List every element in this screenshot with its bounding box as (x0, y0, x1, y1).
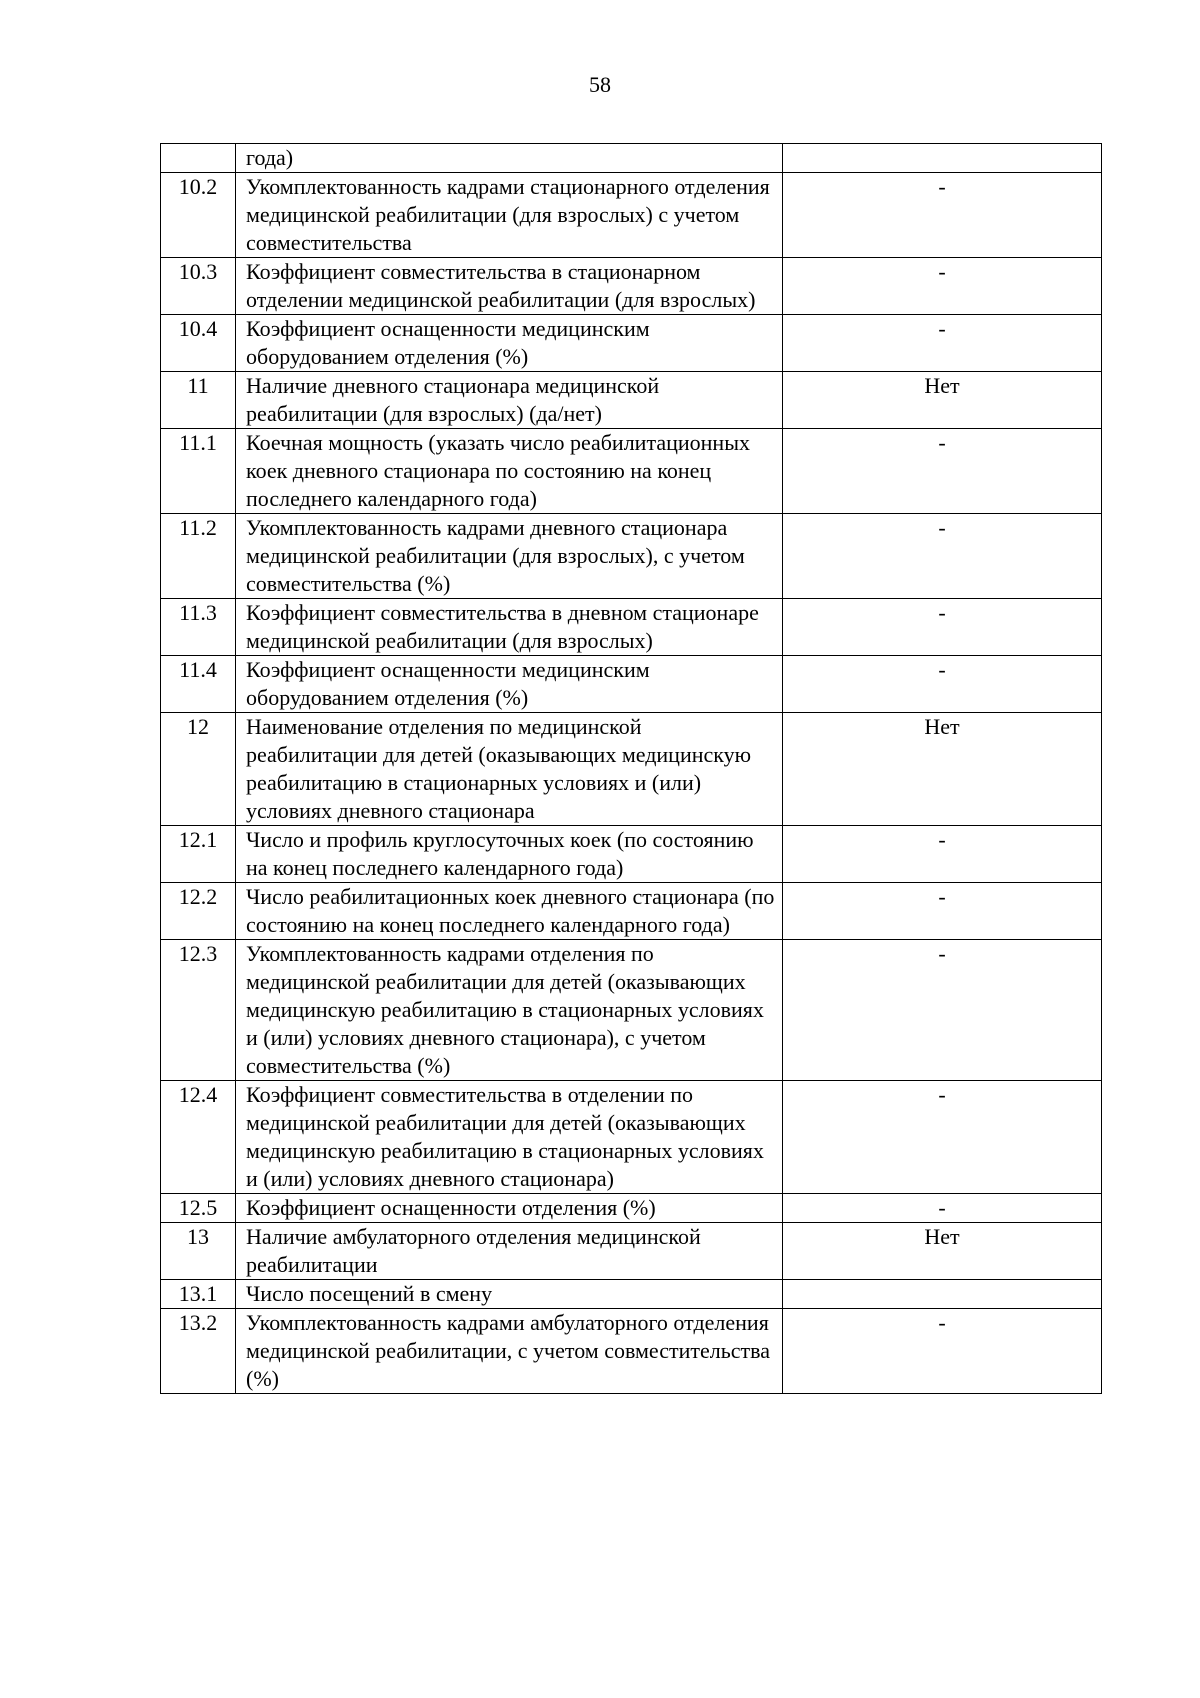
row-value: - (783, 1081, 1102, 1194)
row-description: Коечная мощность (указать число реабилитационных коек дневного стационара по состоянию на конец последнего календарного года) (236, 429, 783, 514)
table-row (161, 599, 1102, 656)
row-number: 11.2 (161, 514, 236, 599)
table-row (161, 713, 1102, 826)
row-description: Число реабилитационных коек дневного стационара (по состоянию на конец последнего календарного года) (236, 883, 783, 940)
row-number: 13 (161, 1223, 236, 1280)
table-row (161, 1223, 1102, 1280)
table-row (161, 173, 1102, 258)
row-value: - (783, 883, 1102, 940)
row-value: - (783, 173, 1102, 258)
row-value: Нет (783, 372, 1102, 429)
table-row (161, 826, 1102, 883)
table-row (161, 1194, 1102, 1223)
table-row (161, 144, 1102, 173)
row-value: - (783, 258, 1102, 315)
row-number: 10.2 (161, 173, 236, 258)
row-number: 10.4 (161, 315, 236, 372)
row-number: 12.2 (161, 883, 236, 940)
row-description: года) (236, 144, 783, 173)
table-row (161, 372, 1102, 429)
row-number: 11.4 (161, 656, 236, 713)
row-description: Укомплектованность кадрами отделения по медицинской реабилитации для детей (оказывающих медицинскую реабилитацию в стационарных условиях и (или) условиях дневного стационара), с учетом совместительства (%) (236, 940, 783, 1081)
row-description: Наличие дневного стационара медицинской реабилитации (для взрослых) (да/нет) (236, 372, 783, 429)
row-description: Коэффициент совместительства в дневном стационаре медицинской реабилитации (для взрослых) (236, 599, 783, 656)
row-number: 12.5 (161, 1194, 236, 1223)
row-number: 11 (161, 372, 236, 429)
row-value: - (783, 1309, 1102, 1394)
table-row (161, 315, 1102, 372)
row-description: Укомплектованность кадрами дневного стационара медицинской реабилитации (для взрослых), с учетом совместительства (%) (236, 514, 783, 599)
row-description: Наличие амбулаторного отделения медицинской реабилитации (236, 1223, 783, 1280)
row-description: Коэффициент оснащенности медицинским оборудованием отделения (%) (236, 315, 783, 372)
row-value: Нет (783, 1223, 1102, 1280)
row-description: Коэффициент совместительства в отделении по медицинской реабилитации для детей (оказывающих медицинскую реабилитацию в стационарных условиях и (или) условиях дневного стационара) (236, 1081, 783, 1194)
row-number: 11.1 (161, 429, 236, 514)
row-value: - (783, 940, 1102, 1081)
row-value: - (783, 429, 1102, 514)
page-number: 58 (589, 72, 611, 97)
row-number: 13.1 (161, 1280, 236, 1309)
row-description: Коэффициент оснащенности отделения (%) (236, 1194, 783, 1223)
row-number: 11.3 (161, 599, 236, 656)
row-description: Число посещений в смену (236, 1280, 783, 1309)
row-value: - (783, 315, 1102, 372)
row-number: 12.4 (161, 1081, 236, 1194)
table-row (161, 883, 1102, 940)
row-number: 13.2 (161, 1309, 236, 1394)
row-value: - (783, 599, 1102, 656)
row-value: - (783, 826, 1102, 883)
row-value (783, 1280, 1102, 1309)
row-number: 12.1 (161, 826, 236, 883)
table-row (161, 514, 1102, 599)
row-value: Нет (783, 713, 1102, 826)
table-row (161, 429, 1102, 514)
table-row (161, 656, 1102, 713)
row-value (783, 144, 1102, 173)
table-row (161, 1280, 1102, 1309)
table-row (161, 1081, 1102, 1194)
row-description: Укомплектованность кадрами стационарного отделения медицинской реабилитации (для взрослых) с учетом совместительства (236, 173, 783, 258)
indicators-table (160, 143, 1102, 1394)
table-row (161, 1309, 1102, 1394)
row-value: - (783, 1194, 1102, 1223)
row-number: 12.3 (161, 940, 236, 1081)
row-description: Наименование отделения по медицинской реабилитации для детей (оказывающих медицинскую реабилитацию в стационарных условиях и (или) условиях дневного стационара (236, 713, 783, 826)
row-number (161, 144, 236, 173)
row-description: Коэффициент оснащенности медицинским оборудованием отделения (%) (236, 656, 783, 713)
row-value: - (783, 514, 1102, 599)
row-description: Коэффициент совместительства в стационарном отделении медицинской реабилитации (для взрослых) (236, 258, 783, 315)
row-value: - (783, 656, 1102, 713)
table-row (161, 940, 1102, 1081)
row-number: 10.3 (161, 258, 236, 315)
row-description: Число и профиль круглосуточных коек (по состоянию на конец последнего календарного года) (236, 826, 783, 883)
row-description: Укомплектованность кадрами амбулаторного отделения медицинской реабилитации, с учетом совместительства (%) (236, 1309, 783, 1394)
row-number: 12 (161, 713, 236, 826)
table-row (161, 258, 1102, 315)
